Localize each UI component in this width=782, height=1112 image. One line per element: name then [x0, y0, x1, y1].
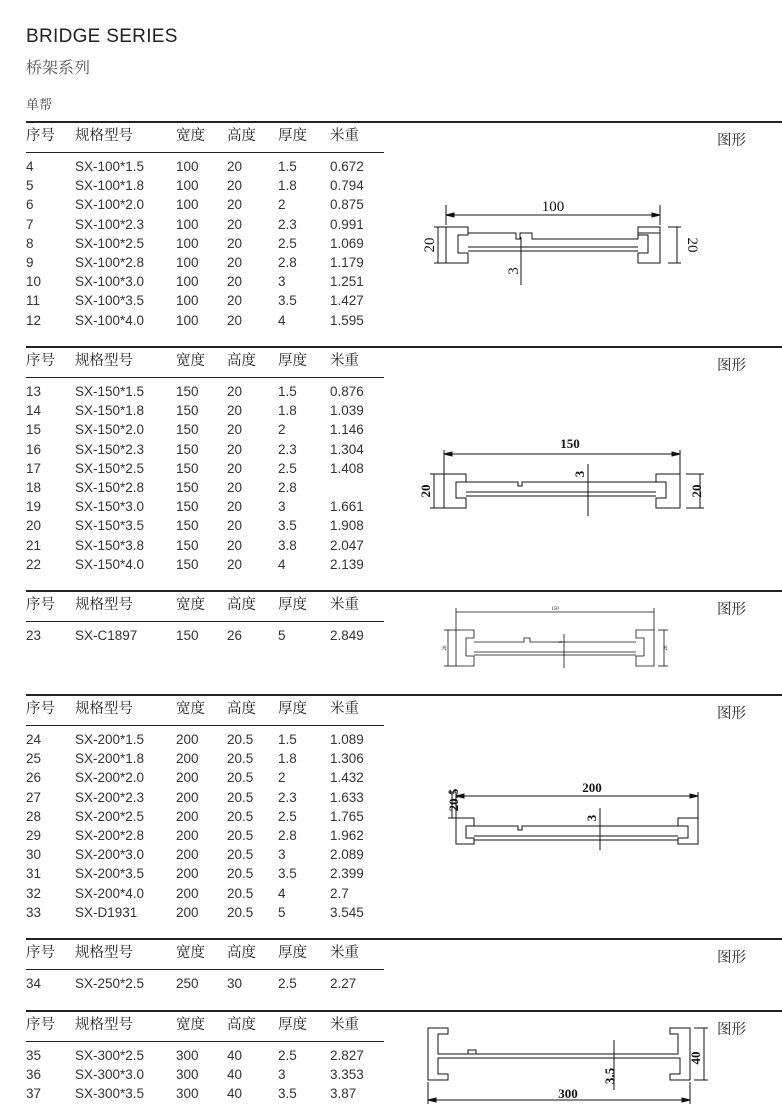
- table-cell-col-model: SX-200*1.5: [75, 732, 145, 747]
- table-cell-col-model: SX-150*3.8: [75, 537, 145, 553]
- table-cell-col-height: 20.5: [227, 885, 254, 901]
- table-cell-col-weight: 1.595: [330, 312, 364, 328]
- table-cell-col-width: 200: [176, 828, 199, 843]
- table-cell-col-width: 200: [176, 866, 199, 882]
- table-cell-col-width: 300: [176, 1067, 199, 1083]
- table-cell-col-index: 30: [26, 847, 42, 863]
- table-cell-col-height: 20: [227, 480, 243, 495]
- table-cell-col-thickness: 2.3: [278, 789, 297, 805]
- table-cell-col-height: 20: [227, 499, 243, 515]
- table-cell-col-model: SX-200*2.8: [75, 828, 145, 843]
- table-cell-col-index: 12: [26, 312, 42, 328]
- table-cell-col-weight: 1.408: [330, 460, 364, 476]
- header-col-model: 规格型号: [75, 353, 133, 369]
- table-cell-col-height: 20: [227, 293, 243, 309]
- figure-label: 图形: [717, 133, 746, 149]
- spec-section-1: [26, 121, 782, 336]
- table-cell-col-thickness: 3.5: [278, 1086, 297, 1102]
- header-col-weight: 米重: [330, 353, 359, 369]
- header-col-model: 规格型号: [75, 1017, 133, 1033]
- table-cell-col-weight: 1.179: [330, 255, 364, 270]
- table-cell-col-width: 200: [176, 904, 199, 920]
- header-col-index: 序号: [26, 1017, 55, 1033]
- table-cell-col-height: 20.5: [227, 789, 254, 805]
- table-cell-col-index: 10: [26, 274, 42, 290]
- table-cell-col-weight: 3.87: [330, 1086, 357, 1102]
- header-col-index: 序号: [26, 353, 55, 369]
- table-cell-col-thickness: 3: [278, 1067, 286, 1083]
- table-cell-col-index: 8: [26, 235, 34, 251]
- table-cell-col-thickness: 1.5: [278, 732, 297, 747]
- section-top-rule: [26, 346, 782, 348]
- table-cell-col-width: 100: [176, 159, 199, 174]
- table-cell-col-width: 150: [176, 441, 199, 457]
- table-cell-col-model: SX-100*2.3: [75, 216, 145, 232]
- header-col-model: 规格型号: [75, 128, 133, 144]
- table-cell-col-height: 26: [227, 628, 243, 643]
- header-col-thickness: 厚度: [278, 1017, 307, 1033]
- table-cell-col-height: 20.5: [227, 732, 254, 747]
- table-cell-col-thickness: 1.5: [278, 159, 297, 174]
- header-col-model: 规格型号: [75, 701, 133, 717]
- figure-label: 图形: [717, 602, 746, 618]
- table-cell-col-index: 31: [26, 866, 42, 882]
- header-col-index: 序号: [26, 701, 55, 717]
- spec-section-2: [26, 346, 782, 581]
- table-cell-col-width: 150: [176, 556, 199, 572]
- title-en: BRIDGE SERIES: [26, 26, 178, 47]
- dim-height-right: 20: [684, 237, 700, 253]
- table-cell-col-width: 300: [176, 1048, 199, 1063]
- table-cell-col-height: 20.5: [227, 828, 254, 843]
- dim-width: 300: [558, 1086, 578, 1101]
- table-cell-col-index: 11: [26, 293, 41, 309]
- table-cell-col-thickness: 2: [278, 197, 286, 213]
- table-cell-col-weight: 1.661: [330, 499, 364, 515]
- table-cell-col-width: 200: [176, 808, 199, 824]
- table-cell-col-width: 150: [176, 460, 199, 476]
- header-col-width: 宽度: [176, 945, 205, 961]
- table-cell-col-width: 150: [176, 628, 199, 643]
- table-cell-col-width: 100: [176, 235, 199, 251]
- table-cell-col-height: 20: [227, 312, 243, 328]
- table-cell-col-height: 20: [227, 460, 243, 476]
- table-cell-col-height: 20: [227, 537, 243, 553]
- table-cell-col-height: 20: [227, 274, 243, 290]
- header-col-width: 宽度: [176, 1017, 205, 1033]
- dim-height-right: 40: [688, 1051, 703, 1065]
- table-cell-col-weight: 1.432: [330, 770, 364, 786]
- table-cell-col-height: 20: [227, 518, 243, 534]
- header-col-weight: 米重: [330, 597, 359, 613]
- table-cell-col-thickness: 2: [278, 770, 286, 786]
- table-cell-col-model: SX-100*4.0: [75, 312, 145, 328]
- table-cell-col-width: 100: [176, 178, 199, 194]
- table-cell-col-weight: 2.27: [330, 976, 357, 991]
- dim-height-left: 26: [443, 645, 448, 651]
- header-col-weight: 米重: [330, 128, 359, 144]
- header-col-height: 高度: [227, 353, 256, 369]
- table-cell-col-model: SX-300*3.5: [75, 1086, 145, 1102]
- table-cell-col-index: 36: [26, 1067, 42, 1083]
- header-col-thickness: 厚度: [278, 945, 307, 961]
- table-cell-col-weight: 1.908: [330, 518, 364, 534]
- table-cell-col-height: 20.5: [227, 751, 254, 767]
- table-cell-col-width: 150: [176, 422, 199, 438]
- table-cell-col-weight: 1.633: [330, 789, 364, 805]
- profile-drawing-300: [408, 1020, 708, 1112]
- profile-drawing-c1897: [436, 598, 676, 680]
- table-cell-col-index: 26: [26, 770, 42, 786]
- table-cell-col-model: SX-200*2.5: [75, 808, 145, 824]
- header-col-height: 高度: [227, 701, 256, 717]
- table-cell-col-model: SX-300*2.5: [75, 1048, 145, 1063]
- table-cell-col-index: 22: [26, 556, 42, 572]
- table-cell-col-thickness: 2.3: [278, 216, 297, 232]
- table-cell-col-weight: 1.069: [330, 235, 364, 251]
- table-cell-col-height: 20: [227, 216, 243, 232]
- header-col-weight: 米重: [330, 1017, 359, 1033]
- header-col-weight: 米重: [330, 945, 359, 961]
- table-cell-col-model: SX-150*2.5: [75, 460, 145, 476]
- table-cell-col-height: 20.5: [227, 847, 254, 863]
- table-cell-col-thickness: 2.5: [278, 808, 297, 824]
- header-col-width: 宽度: [176, 701, 205, 717]
- table-cell-col-index: 33: [26, 904, 42, 920]
- table-cell-col-thickness: 5: [278, 628, 286, 643]
- table-cell-col-index: 20: [26, 518, 42, 534]
- table-cell-col-model: SX-300*3.0: [75, 1067, 145, 1083]
- figure-label: 图形: [717, 950, 746, 966]
- dim-thickness: 5: [559, 640, 564, 644]
- table-cell-col-height: 20: [227, 197, 243, 213]
- spec-section-6: [26, 1010, 782, 1106]
- table-cell-col-width: 150: [176, 384, 199, 399]
- dim-width: 150: [560, 436, 580, 451]
- dim-width: 150: [551, 607, 559, 612]
- table-cell-col-index: 28: [26, 808, 42, 824]
- table-cell-col-model: SX-150*2.8: [75, 480, 145, 495]
- table-cell-col-index: 7: [26, 216, 34, 232]
- table-cell-col-weight: 1.962: [330, 828, 364, 843]
- table-cell-col-height: 20: [227, 255, 243, 270]
- table-cell-col-height: 40: [227, 1067, 243, 1083]
- section-top-rule: [26, 938, 782, 940]
- header-col-model: 规格型号: [75, 945, 133, 961]
- table-cell-col-index: 17: [26, 460, 42, 476]
- table-cell-col-model: SX-100*3.5: [75, 293, 145, 309]
- table-cell-col-weight: 0.672: [330, 159, 364, 174]
- table-cell-col-weight: 3.545: [330, 904, 364, 920]
- table-cell-col-height: 20: [227, 403, 243, 419]
- table-cell-col-width: 200: [176, 751, 199, 767]
- spec-section-4: [26, 694, 782, 930]
- table-cell-col-thickness: 4: [278, 556, 286, 572]
- table-cell-col-width: 150: [176, 480, 199, 495]
- table-cell-col-model: SX-200*4.0: [75, 885, 145, 901]
- table-cell-col-model: SX-150*3.5: [75, 518, 145, 534]
- dim-thickness: 3: [584, 814, 599, 822]
- table-cell-col-index: 34: [26, 976, 42, 991]
- table-cell-col-height: 20: [227, 384, 243, 399]
- dim-thickness: 3: [572, 470, 587, 478]
- table-cell-col-thickness: 3.5: [278, 866, 297, 882]
- table-cell-col-weight: 1.427: [330, 293, 364, 309]
- table-cell-col-weight: 2.399: [330, 866, 364, 882]
- figure-label: 图形: [717, 358, 746, 374]
- table-cell-col-weight: 2.047: [330, 537, 364, 553]
- dim-height-left: 20: [422, 237, 438, 253]
- subtitle: 单帮: [26, 98, 53, 113]
- table-cell-col-weight: 1.765: [330, 808, 364, 824]
- table-cell-col-weight: 2.849: [330, 628, 364, 643]
- header-col-height: 高度: [227, 945, 256, 961]
- table-cell-col-index: 15: [26, 422, 42, 438]
- table-cell-col-height: 20.5: [227, 808, 254, 824]
- table-cell-col-thickness: 3: [278, 499, 286, 515]
- table-cell-col-model: SX-250*2.5: [75, 976, 145, 991]
- table-cell-col-width: 100: [176, 274, 199, 290]
- table-cell-col-weight: 3.353: [330, 1067, 364, 1083]
- header-underline: [26, 1041, 384, 1042]
- header-col-width: 宽度: [176, 353, 205, 369]
- header-underline: [26, 377, 384, 378]
- table-cell-col-index: 21: [26, 537, 42, 553]
- dim-width: 100: [541, 199, 565, 215]
- header-col-index: 序号: [26, 945, 55, 961]
- table-cell-col-width: 150: [176, 537, 199, 553]
- table-cell-col-index: 16: [26, 441, 42, 457]
- table-cell-col-height: 20: [227, 159, 243, 174]
- table-cell-col-weight: 1.304: [330, 441, 364, 457]
- table-cell-col-height: 20: [227, 556, 243, 572]
- table-cell-col-index: 24: [26, 732, 42, 747]
- table-cell-col-model: SX-200*3.0: [75, 847, 145, 863]
- table-cell-col-thickness: 2.8: [278, 480, 297, 495]
- table-cell-col-weight: 1.089: [330, 732, 364, 747]
- table-cell-col-model: SX-100*3.0: [75, 274, 145, 290]
- table-cell-col-thickness: 2: [278, 422, 286, 438]
- table-cell-col-thickness: 2.5: [278, 1048, 297, 1063]
- table-cell-col-thickness: 4: [278, 312, 286, 328]
- dim-thickness: 3.5: [602, 1067, 617, 1085]
- table-cell-col-weight: 2.7: [330, 885, 349, 901]
- table-cell-col-weight: 1.251: [330, 274, 364, 290]
- header-col-weight: 米重: [330, 701, 359, 717]
- table-cell-col-model: SX-100*2.5: [75, 235, 145, 251]
- table-cell-col-weight: 2.089: [330, 847, 364, 863]
- table-cell-col-width: 100: [176, 293, 199, 309]
- table-cell-col-thickness: 2.8: [278, 828, 297, 843]
- table-cell-col-width: 100: [176, 312, 199, 328]
- table-cell-col-weight: 1.146: [330, 422, 364, 438]
- table-cell-col-weight: 2.827: [330, 1048, 364, 1063]
- table-cell-col-width: 100: [176, 255, 199, 270]
- table-cell-col-model: SX-100*1.5: [75, 159, 145, 174]
- header-col-model: 规格型号: [75, 597, 133, 613]
- dim-height-right: 26: [664, 645, 669, 651]
- table-cell-col-model: SX-150*1.5: [75, 384, 145, 399]
- table-cell-col-width: 150: [176, 499, 199, 515]
- table-cell-col-height: 20.5: [227, 770, 254, 786]
- table-cell-col-thickness: 1.8: [278, 178, 297, 194]
- table-cell-col-width: 100: [176, 197, 199, 213]
- table-cell-col-index: 37: [26, 1086, 42, 1102]
- table-cell-col-width: 200: [176, 789, 199, 805]
- figure-label: 图形: [717, 1022, 746, 1038]
- table-cell-col-thickness: 3: [278, 847, 286, 863]
- section-top-rule: [26, 1010, 782, 1012]
- header-underline: [26, 725, 384, 726]
- table-cell-col-model: SX-150*1.8: [75, 403, 145, 419]
- table-cell-col-height: 20.5: [227, 866, 254, 882]
- table-cell-col-width: 150: [176, 518, 199, 534]
- table-cell-col-index: 19: [26, 499, 42, 515]
- header-col-thickness: 厚度: [278, 701, 307, 717]
- table-cell-col-weight: 1.306: [330, 751, 364, 767]
- table-cell-col-thickness: 3.5: [278, 293, 297, 309]
- profile-drawing-150: [416, 430, 706, 530]
- table-cell-col-width: 200: [176, 770, 199, 786]
- table-cell-col-index: 6: [26, 197, 34, 213]
- header-col-thickness: 厚度: [278, 353, 307, 369]
- table-cell-col-thickness: 2.5: [278, 235, 297, 251]
- table-cell-col-width: 200: [176, 847, 199, 863]
- table-cell-col-thickness: 1.5: [278, 384, 297, 399]
- header-col-width: 宽度: [176, 128, 205, 144]
- table-cell-col-width: 200: [176, 732, 199, 747]
- table-cell-col-thickness: 4: [278, 885, 286, 901]
- table-cell-col-weight: 2.139: [330, 556, 364, 572]
- dim-height-right: 20: [689, 484, 704, 498]
- header-col-width: 宽度: [176, 597, 205, 613]
- table-cell-col-width: 200: [176, 885, 199, 901]
- header-underline: [26, 152, 384, 153]
- header-col-thickness: 厚度: [278, 128, 307, 144]
- header-col-height: 高度: [227, 597, 256, 613]
- table-cell-col-weight: 0.991: [330, 216, 364, 232]
- figure-label: 图形: [717, 706, 746, 722]
- header-col-index: 序号: [26, 128, 55, 144]
- table-cell-col-model: SX-150*3.0: [75, 499, 145, 515]
- table-cell-col-index: 9: [26, 255, 34, 270]
- table-cell-col-model: SX-100*1.8: [75, 178, 145, 194]
- table-cell-col-thickness: 5: [278, 904, 286, 920]
- table-cell-col-height: 20.5: [227, 904, 254, 920]
- table-cell-col-index: 5: [26, 178, 34, 194]
- table-cell-col-model: SX-D1931: [75, 904, 138, 920]
- profile-drawing-100: [406, 195, 700, 305]
- dim-width: 200: [582, 780, 602, 795]
- header-underline: [26, 621, 384, 622]
- table-cell-col-thickness: 3.5: [278, 518, 297, 534]
- table-cell-col-index: 4: [26, 159, 34, 174]
- table-cell-col-height: 20: [227, 422, 243, 438]
- table-cell-col-thickness: 1.8: [278, 751, 297, 767]
- table-cell-col-index: 25: [26, 751, 42, 767]
- dim-height-left: 20: [418, 484, 433, 498]
- header-col-thickness: 厚度: [278, 597, 307, 613]
- header-col-height: 高度: [227, 128, 256, 144]
- table-cell-col-index: 23: [26, 628, 42, 643]
- table-cell-col-weight: 0.794: [330, 178, 364, 194]
- table-cell-col-index: 27: [26, 789, 42, 805]
- table-cell-col-thickness: 2.8: [278, 255, 297, 270]
- table-cell-col-width: 100: [176, 216, 199, 232]
- header-col-height: 高度: [227, 1017, 256, 1033]
- table-cell-col-model: SX-200*1.8: [75, 751, 145, 767]
- table-cell-col-index: 14: [26, 403, 42, 419]
- table-cell-col-model: SX-200*2.3: [75, 789, 145, 805]
- table-cell-col-weight: 0.875: [330, 197, 364, 213]
- title-cn: 桥架系列: [26, 58, 91, 77]
- table-cell-col-model: SX-150*4.0: [75, 556, 145, 572]
- table-cell-col-model: SX-150*2.0: [75, 422, 145, 438]
- table-cell-col-model: SX-200*3.5: [75, 866, 145, 882]
- profile-drawing-200: [416, 778, 706, 878]
- table-cell-col-width: 150: [176, 403, 199, 419]
- table-cell-col-model: SX-200*2.0: [75, 770, 145, 786]
- table-cell-col-index: 18: [26, 480, 42, 495]
- section-top-rule: [26, 121, 782, 123]
- table-cell-col-index: 35: [26, 1048, 42, 1063]
- table-cell-col-width: 250: [176, 976, 199, 991]
- spec-section-3: [26, 590, 782, 684]
- section-top-rule: [26, 694, 782, 696]
- section-top-rule: [26, 590, 782, 592]
- table-cell-col-thickness: 3.8: [278, 537, 297, 553]
- table-cell-col-model: SX-100*2.0: [75, 197, 145, 213]
- table-cell-col-height: 30: [227, 976, 243, 991]
- table-cell-col-height: 40: [227, 1048, 243, 1063]
- table-cell-col-thickness: 2.5: [278, 460, 297, 476]
- table-cell-col-weight: 1.039: [330, 403, 364, 419]
- header-underline: [26, 969, 384, 970]
- dim-height-left: 20.5: [446, 788, 461, 812]
- spec-section-5: [26, 938, 782, 1004]
- table-cell-col-weight: 0.876: [330, 384, 364, 399]
- table-cell-col-index: 29: [26, 828, 42, 843]
- table-cell-col-height: 20: [227, 441, 243, 457]
- table-cell-col-thickness: 1.8: [278, 403, 297, 419]
- table-cell-col-height: 20: [227, 178, 243, 194]
- table-cell-col-model: SX-C1897: [75, 628, 138, 643]
- header-col-index: 序号: [26, 597, 55, 613]
- table-cell-col-height: 40: [227, 1086, 243, 1102]
- table-cell-col-index: 13: [26, 384, 42, 399]
- dim-thickness: 3: [506, 267, 522, 275]
- table-cell-col-thickness: 2.3: [278, 441, 297, 457]
- table-cell-col-thickness: 2.5: [278, 976, 297, 991]
- table-cell-col-model: SX-100*2.8: [75, 255, 145, 270]
- table-cell-col-index: 32: [26, 885, 42, 901]
- table-cell-col-thickness: 3: [278, 274, 286, 290]
- table-cell-col-model: SX-150*2.3: [75, 441, 145, 457]
- table-cell-col-height: 20: [227, 235, 243, 251]
- table-cell-col-width: 300: [176, 1086, 199, 1102]
